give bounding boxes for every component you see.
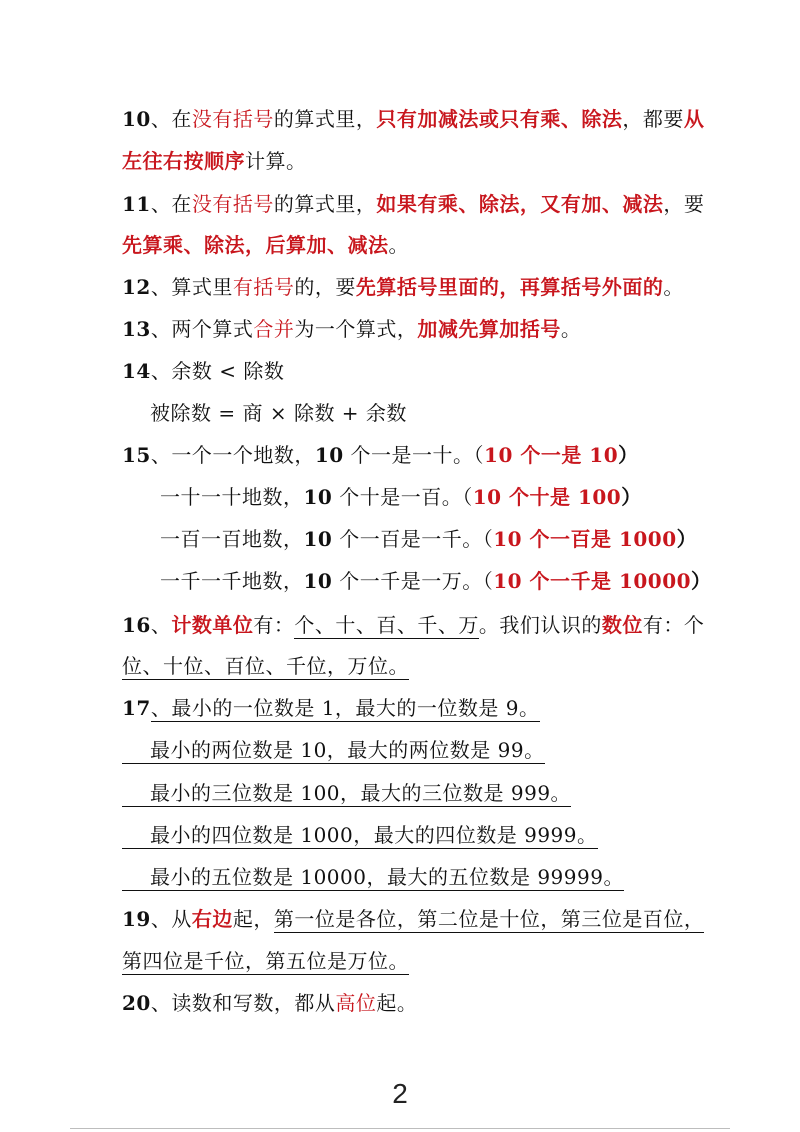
rule-16-line-1: 16、计数单位有：个、十、百、千、万。我们认识的数位有：个	[122, 613, 705, 637]
underlined-text: 第一位是各位，第二位是十位，第三位是百位，	[273, 907, 705, 931]
rule-17-line-2	[0, 735, 800, 765]
highlight: 先算乘、除法，后算加、减法	[122, 233, 389, 257]
rule-16-line-2	[0, 651, 800, 681]
rule-11-line-1: 11、在没有括号的算式里，如果有乘、除法，又有加、减法，要	[122, 192, 705, 216]
highlight: 合并	[253, 317, 295, 341]
rule-17-line-1: 17、最小的一位数是 1，最大的一位数是 9。	[122, 696, 540, 720]
highlight: 有括号	[232, 275, 295, 299]
highlight: 如果有乘、除法，又有加、减法	[376, 192, 664, 216]
rule-19-line-2	[0, 946, 800, 976]
rule-10-line-2: 左往右按顺序计算。	[122, 149, 307, 173]
rule-20: 20、读数和写数，都从高位起。	[122, 991, 418, 1015]
highlight: 没有括号	[191, 107, 274, 131]
rule-15-line-2: 一十一十地数，10 个十是一百。（10 个十是 100）	[160, 485, 642, 509]
rule-17-line-4	[0, 820, 800, 850]
highlight: 数位	[601, 613, 643, 637]
footer-divider	[70, 1128, 730, 1129]
rule-13: 13、两个算式合并为一个算式，加减先算加括号。	[122, 317, 582, 341]
page-number: 2	[392, 1078, 408, 1109]
rule-12: 12、算式里有括号的，要先算括号里面的，再算括号外面的。	[122, 275, 684, 299]
rule-14-line-2: 被除数 = 商 × 除数 + 余数	[150, 401, 407, 425]
rule-11-line-2: 先算乘、除法，后算加、减法。	[122, 233, 409, 257]
highlight: 高位	[335, 991, 377, 1015]
rule-17-line-3	[0, 778, 800, 808]
underlined-text: 最小的五位数是 10000，最大的五位数是 99999。	[122, 865, 624, 891]
rule-15-line-1: 15、一个一个地数，10 个一是一十。（10 个一是 10）	[122, 443, 639, 467]
highlight: 10 个一千是 10000	[493, 569, 692, 593]
highlight: 10 个一是 10	[484, 443, 619, 467]
highlight: 右边	[191, 907, 233, 931]
rule-15-line-4: 一千一千地数，10 个一千是一万。（10 个一千是 10000）	[160, 569, 712, 593]
rule-17-line-5	[0, 862, 800, 892]
highlight: 加减先算加括号	[417, 317, 561, 341]
highlight: 从	[683, 107, 705, 131]
highlight: 10 个一百是 1000	[493, 527, 677, 551]
underlined-text: 最小的两位数是 10，最大的两位数是 99。	[122, 738, 545, 764]
highlight: 没有括号	[191, 192, 274, 216]
rule-15-line-3: 一百一百地数，10 个一百是一千。（10 个一百是 1000）	[160, 527, 698, 551]
highlight: 10 个十是 100	[472, 485, 622, 509]
rule-19-line-1: 19、从右边起，第一位是各位，第二位是十位，第三位是百位，	[122, 907, 705, 931]
highlight: 只有加减法或只有乘、除法	[376, 107, 623, 131]
rule-10-line-1: 10、在没有括号的算式里，只有加减法或只有乘、除法，都要从	[122, 107, 705, 131]
underlined-text: 最小的三位数是 100，最大的三位数是 999。	[122, 781, 571, 807]
underlined-text: 位、十位、百位、千位，万位。	[122, 654, 409, 678]
underlined-text: 、最小的一位数是 1，最大的一位数是 9。	[150, 696, 540, 720]
rule-14-line-1: 14、余数 < 除数	[122, 359, 285, 383]
highlight: 计数单位	[171, 613, 254, 637]
underlined-text: 个、十、百、千、万	[294, 613, 479, 637]
underlined-text: 最小的四位数是 1000，最大的四位数是 9999。	[122, 823, 598, 849]
highlight: 先算括号里面的，再算括号外面的	[355, 275, 664, 299]
highlight: 左往右按顺序	[122, 149, 245, 173]
underlined-text: 第四位是千位，第五位是万位。	[122, 949, 409, 973]
